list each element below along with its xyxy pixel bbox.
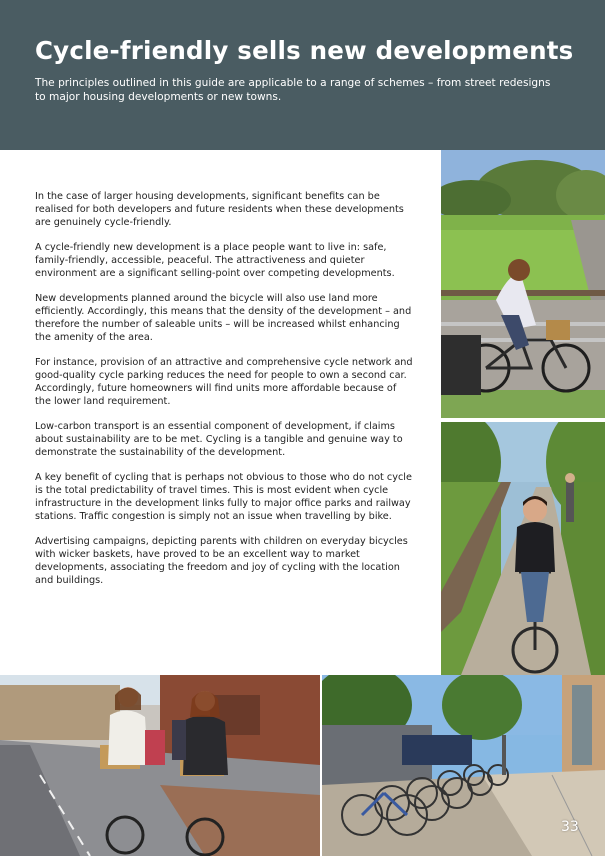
paragraph: Low-carbon transport is an essential component of development, if claims about sustainability are to be met. Cycling is a tangible and genuine way to demonstrate the sustainability of the development. [35, 421, 403, 458]
photo-cyclist-tree-path [441, 422, 605, 675]
photo-cyclist-park-path [441, 150, 605, 418]
paragraph: In the case of larger housing developments, significant benefits can be realised for both developers and future residents when these developments are genuinely cycle-friendly. [35, 191, 404, 228]
paragraph: New developments planned around the bicycle will also use land more efficiently. Accordingly, this means that the density of the development – and therefore the number of saleable units – will be increased whilst enhancing the amenity of the area. [35, 293, 412, 343]
paragraph: Advertising campaigns, depicting parents with children on everyday bicycles with wicker baskets, have proved to be an excellent way to market developments, associating the freedom and joy of cycling with the location and buildings. [35, 536, 408, 586]
page-header [0, 0, 605, 150]
page-subtitle: The principles outlined in this guide are applicable to a range of schemes – from street redesigns to major housing developments or new towns. [35, 77, 551, 103]
photo-cyclists-wicker-baskets [0, 675, 320, 856]
page-title: Cycle-friendly sells new developments [35, 36, 574, 65]
paragraph: A key benefit of cycling that is perhaps not obvious to those who do not cycle is the total predictability of travel times. This is most evident when cycle infrastructure in the development links fully to major office parks and railway stations. Traffic congestion is simply not an issue when travelling by bike. [35, 472, 412, 522]
paragraph: For instance, provision of an attractive and comprehensive cycle network and good-quality cycle parking reduces the need for people to own a second car. Accordingly, future homeowners will find units more affordable because of the lower land requirement. [35, 357, 413, 407]
page-number: 33 [561, 819, 579, 835]
paragraph: A cycle-friendly new development is a place people want to live in: safe, family-friendly, accessible, peaceful. The attractiveness and quieter environment are a significant selling-point over competing developments. [35, 242, 395, 279]
body-text [35, 190, 415, 599]
